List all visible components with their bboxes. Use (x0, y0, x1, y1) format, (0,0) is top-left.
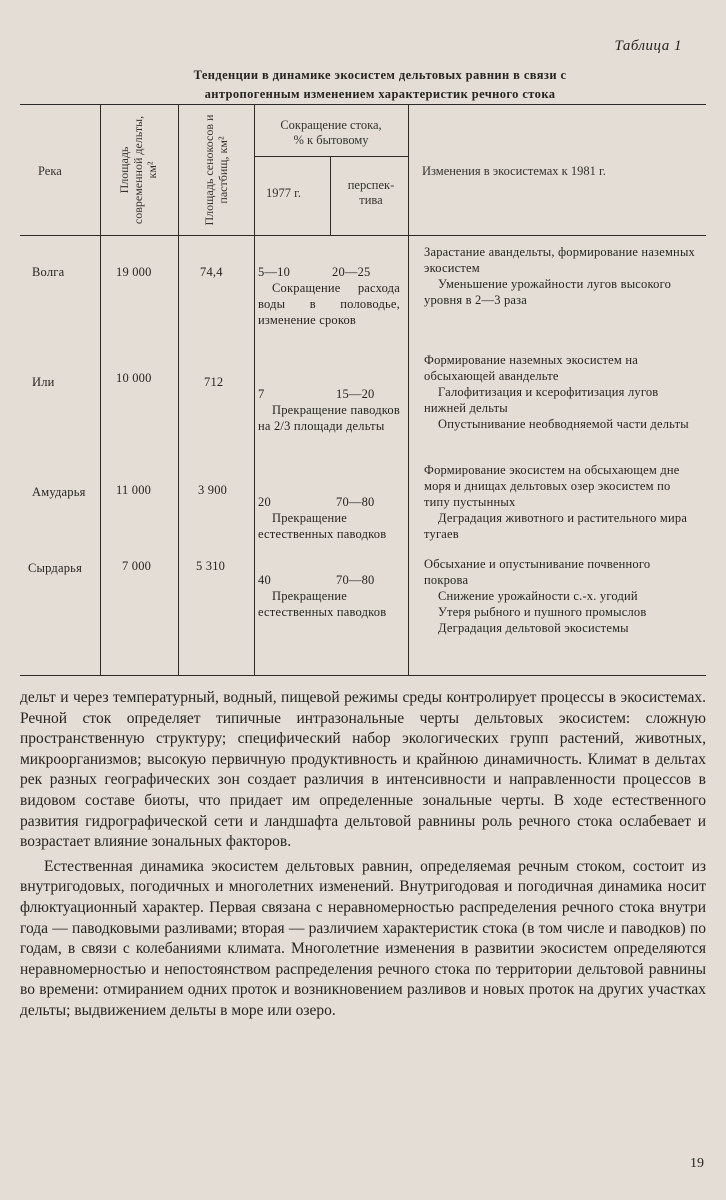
row-volga-reduction-perspective: 20—25 (332, 265, 371, 279)
row-amudarya-reduction-perspective: 70—80 (336, 495, 375, 509)
row-syrdarya-change-4: Деградация дельтовой экосистемы (438, 621, 629, 635)
row-volga-reduction-desc: Сокращение расхода воды в половодье, изменение сроков (258, 281, 400, 327)
header-perspective-line2: тива (359, 193, 383, 207)
body-paragraph-2: Естественная динамика экосистем дельтовых равнин, определяемая речным стоком, состоит из внутригодовых, погодичных и многолетних изменений. Внутригодовая и погодичная динамика носит флюктуационный характер. Первая связана с неравномерностью распределения речного стока внутри года — паводковыми разливами; вторая — различием характеристик стока (в том числе и паводков) по годам, в связи с колебаниями климата. Многолетние изменения в развитии экосистем определяются неравномерностью и непостоянством распределения речного стока по территории дельтовой равнины во времени: отмиранием одних проток и возникновением разливов и новых проток на других участках дельты; выдвижением дельты в море или озеро. (20, 857, 706, 1019)
body-paragraph-1: дельт и через температурный, водный, пищевой режимы среды контролирует процессы в экосистемах. Речной сток определяет типичные интразональные черты дельтовых экосистем: сложную пространственную структуру; специфический набор экологических групп растений, животных, микроорганизмов; высокую первичную продуктивность и крайнюю динамичность. Климат в дельтах рек разных географических зон создает различия в интенсивности и направленности процессов в видовом составе биоты, что придает им определенные зональные черты. В ходе естественного развития гидрографической сети и ландшафта дельтовой равнины роль речного стока ослабевает и возрастает влияние зональных факторов. (20, 689, 706, 851)
table-label: Таблица 1 (614, 38, 682, 54)
row-volga-meadow-area: 74,4 (200, 265, 223, 279)
row-syrdarya-changes (424, 556, 696, 636)
column-divider-sub (330, 156, 331, 235)
row-ili-change-1: Формирование наземных экосистем на обсыхающей авандельте (424, 353, 638, 383)
row-amudarya-change-1: Формирование экосистем на обсыхающем дне моря и днищах дельтовых озер экосистем по типу пустынных (424, 463, 680, 509)
header-runoff-reduction-line1: Сокращение стока, (280, 118, 382, 132)
row-amudarya-meadow-area: 3 900 (198, 483, 228, 497)
row-ili-changes (424, 352, 696, 432)
row-ili-change-2: Галофитизация и ксерофитизация лугов нижней дельты (424, 385, 659, 415)
row-syrdarya-change-2: Снижение урожайности с.-х. угодий (438, 589, 638, 603)
row-syrdarya-reduction-desc: Прекращение естественных паводков (258, 589, 387, 619)
row-ili-meadow-area: 712 (204, 375, 224, 389)
header-meadow-area: Площадь сенокосов и пастбищ, км² (202, 114, 230, 226)
header-perspective (336, 178, 406, 208)
column-divider-2 (178, 105, 179, 675)
table-title-line1: Тенденции в динамике экосистем дельтовых равнин в связи с (193, 68, 567, 82)
row-volga-reduction-1977: 5—10 (258, 265, 291, 279)
header-changes: Изменения в экосистемах к 1981 г. (422, 164, 606, 178)
row-amudarya-changes (424, 462, 696, 542)
row-amudarya-river: Амударья (32, 485, 86, 499)
row-syrdarya-change-1: Обсыхание и опустынивание почвенного покрова (424, 557, 651, 587)
column-divider-4 (408, 105, 409, 675)
column-divider-1 (100, 105, 101, 675)
row-volga-change-1: Зарастание авандельты, формирование наземных экосистем (424, 245, 695, 275)
header-runoff-reduction (256, 118, 406, 148)
body-text (20, 688, 706, 1022)
table-title (100, 66, 660, 104)
table-bottom-rule (20, 675, 706, 676)
row-ili-river: Или (32, 375, 55, 389)
row-ili-reduction-perspective: 15—20 (336, 387, 375, 401)
page-number: 19 (690, 1156, 704, 1171)
row-syrdarya-reduction-1977: 40 (258, 573, 271, 587)
row-ili-reduction-desc: Прекращение паводков на 2/3 площади дельты (258, 403, 400, 433)
row-amudarya-reduction-desc: Прекращение естественных паводков (258, 511, 387, 541)
row-syrdarya-reduction-perspective: 70—80 (336, 573, 375, 587)
column-divider-3 (254, 105, 255, 675)
row-volga-change-2: Уменьшение урожайности лугов высокого уровня в 2—3 раза (424, 277, 672, 307)
header-runoff-reduction-line2: % к бытовому (293, 133, 369, 147)
header-year-1977: 1977 г. (266, 186, 301, 200)
header-perspective-line1: перспек- (347, 178, 395, 192)
row-amudarya-change-2: Деградация животного и растительного мира тугаев (424, 511, 688, 541)
row-amudarya-delta-area: 11 000 (116, 483, 152, 497)
row-ili-reduction-1977: 7 (258, 387, 265, 401)
row-volga-delta-area: 19 000 (116, 265, 152, 279)
header-delta-area: Площадь современной дельты, км² (117, 115, 159, 225)
row-syrdarya-meadow-area: 5 310 (196, 559, 226, 573)
subheader-rule (254, 156, 408, 157)
row-amudarya-reduction-1977: 20 (258, 495, 271, 509)
row-syrdarya-river: Сырдарья (28, 561, 83, 575)
row-volga-river: Волга (32, 265, 65, 279)
row-volga-changes (424, 244, 696, 308)
table-title-line2: антропогенным изменением характеристик речного стока (204, 87, 556, 101)
header-river: Река (38, 164, 62, 178)
row-syrdarya-delta-area: 7 000 (122, 559, 152, 573)
table-top-rule (20, 104, 706, 105)
row-ili-delta-area: 10 000 (116, 371, 152, 385)
row-ili-change-3: Опустынивание необводняемой части дельты (438, 417, 689, 431)
table-header-rule (20, 235, 706, 236)
row-syrdarya-change-3: Утеря рыбного и пушного промыслов (438, 605, 647, 619)
